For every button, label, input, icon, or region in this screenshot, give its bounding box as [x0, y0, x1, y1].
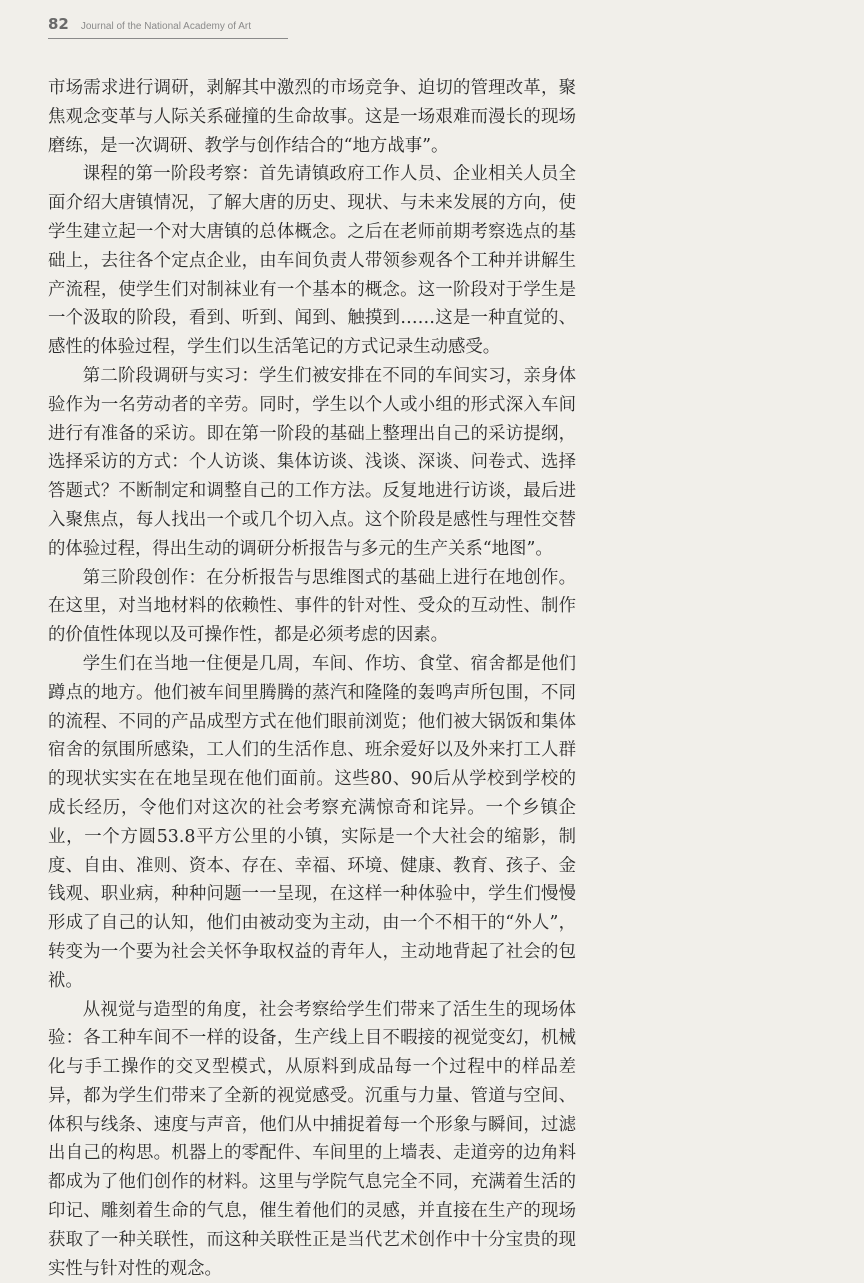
journal-title: Journal of the National Academy of Art — [81, 21, 251, 32]
paragraph: 市场需求进行调研，剥解其中激烈的市场竞争、迫切的管理改革，聚焦观念变革与人际关系碰撞的生命故事。这是一场艰难而漫长的现场磨练，是一次调研、教学与创作结合的“地方战事”。 — [48, 74, 576, 160]
article-body — [48, 74, 576, 1283]
page-number: 82 — [48, 15, 69, 33]
paragraph: 从视觉与造型的角度，社会考察给学生们带来了活生生的现场体验：各工种车间不一样的设备，生产线上目不暇接的视觉变幻，机械化与手工操作的交叉型模式，从原料到成品每一个过程中的样品差异，都为学生们带来了全新的视觉感受。沉重与力量、管道与空间、体积与线条、速度与声音，他们从中捕捉着每一个形象与瞬间，过滤出自己的构思。机器上的零配件、车间里的上墙表、走道旁的边角料都成为了他们创作的材料。这里与学院气息完全不同，充满着生活的印记、雕刻着生命的气息，催生着他们的灵感，并直接在生产的现场获取了一种关联性，而这种关联性正是当代艺术创作中十分宝贵的现实性与针对性的观念。 — [48, 996, 576, 1283]
paragraph: 课程的第一阶段考察：首先请镇政府工作人员、企业相关人员全面介绍大唐镇情况，了解大唐的历史、现状、与未来发展的方向，使学生建立起一个对大唐镇的总体概念。之后在老师前期考察选点的基础上，去往各个定点企业，由车间负责人带领参观各个工种并讲解生产流程，使学生们对制袜业有一个基本的概念。这一阶段对于学生是一个汲取的阶段，看到、听到、闻到、触摸到……这是一种直觉的、感性的体验过程，学生们以生活笔记的方式记录生动感受。 — [48, 160, 576, 362]
paragraph: 学生们在当地一住便是几周，车间、作坊、食堂、宿舍都是他们蹲点的地方。他们被车间里腾腾的蒸汽和隆隆的轰鸣声所包围，不同的流程、不同的产品成型方式在他们眼前浏览；他们被大锅饭和集体宿舍的氛围所感染，工人们的生活作息、班余爱好以及外来打工人群的现状实实在在地呈现在他们面前。这些80、90后从学校到学校的成长经历，令他们对这次的社会考察充满惊奇和诧异。一个乡镇企业，一个方圆53.8平方公里的小镇，实际是一个大社会的缩影，制度、自由、准则、资本、存在、幸福、环境、健康、教育、孩子、金钱观、职业病，种种问题一一呈现，在这样一种体验中，学生们慢慢形成了自己的认知，他们由被动变为主动，由一个不相干的“外人”，转变为一个要为社会关怀争取权益的青年人，主动地背起了社会的包袱。 — [48, 650, 576, 996]
paragraph: 第二阶段调研与实习：学生们被安排在不同的车间实习，亲身体验作为一名劳动者的辛劳。同时，学生以个人或小组的形式深入车间进行有准备的采访。即在第一阶段的基础上整理出自己的采访提纲，选择采访的方式：个人访谈、集体访谈、浅谈、深谈、问卷式、选择答题式？不断制定和调整自己的工作方法。反复地进行访谈，最后进入聚焦点，每人找出一个或几个切入点。这个阶段是感性与理性交替的体验过程，得出生动的调研分析报告与多元的生产关系“地图”。 — [48, 362, 576, 564]
paragraph: 第三阶段创作：在分析报告与思维图式的基础上进行在地创作。在这里，对当地材料的依赖性、事件的针对性、受众的互动性、制作的价值性体现以及可操作性，都是必须考虑的因素。 — [48, 564, 576, 650]
running-header — [48, 15, 288, 39]
